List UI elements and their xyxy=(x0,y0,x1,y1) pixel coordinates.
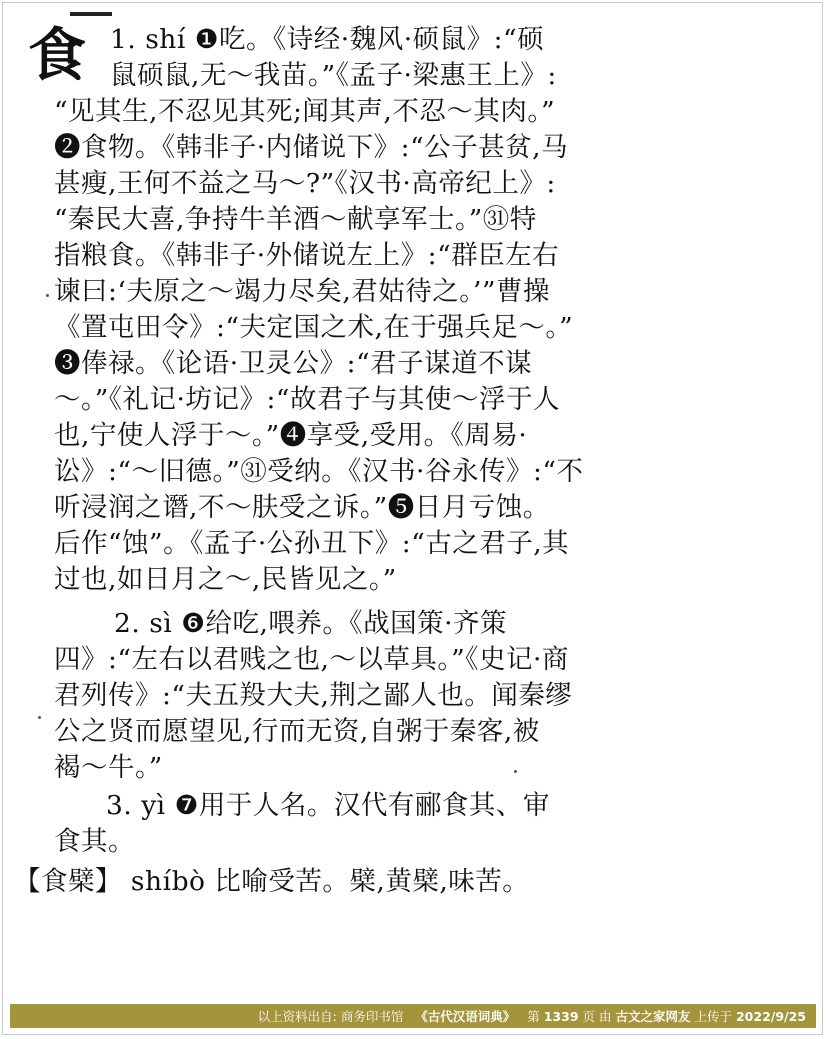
footer-page-label-pre: 第 xyxy=(527,1009,540,1024)
entry-line: 褐～牛。” xyxy=(54,752,163,783)
entry-line: 谏曰:‘夫原之～竭力尽矣,君姑待之。’”曹操 xyxy=(54,276,550,307)
compound-entry-line: 【食檗】 shíbò 比喻受苦。檗,黄檗,味苦。 xyxy=(14,866,530,897)
entry-line: 也,宁使人浮于～。”❹享受,受用。《周易· xyxy=(54,420,528,451)
entry-line: 四》:“左右以君贱之也,～以草具。”《史记·商 xyxy=(54,644,569,675)
entry-line: 2. sì ❻给吃,喂养。《战国策·齐策 xyxy=(114,608,508,639)
entry-line: 后作“蚀”。《孟子·公孙丑下》:“古之君子,其 xyxy=(54,528,570,559)
footer-upload-label: 上传于 xyxy=(694,1009,732,1024)
scan-speck xyxy=(46,294,49,297)
footer-publisher: 商务印书馆 xyxy=(340,1009,404,1024)
footer-uploader: 古文之家网友 xyxy=(615,1009,691,1024)
entry-line: 3. yì ❼用于人名。汉代有郦食其、审 xyxy=(106,790,550,821)
entry-line: “秦民大喜,争持牛羊酒～献享军士。”㉛特 xyxy=(54,204,537,235)
entry-line: “见其生,不忍见其死;闻其声,不忍～其肉。” xyxy=(54,96,556,127)
scan-speck xyxy=(514,770,517,773)
footer-page-number: 1339 xyxy=(543,1008,579,1024)
entry-line: 讼》:“～旧德。”㉛受纳。《汉书·谷永传》:“不 xyxy=(54,456,584,487)
headword: 食 xyxy=(28,21,87,89)
entry-line: 食其。 xyxy=(54,826,135,857)
entry-line: 《置屯田令》:“夫定国之术,在于强兵足～。” xyxy=(54,312,574,343)
entry-line: ❸俸禄。《论语·卫灵公》:“君子谋道不谋 xyxy=(54,348,533,379)
entry-line: 指粮食。《韩非子·外储说左上》:“群臣左右 xyxy=(54,240,560,271)
scan-speck xyxy=(38,716,41,719)
entry-line: 鼠硕鼠,无～我苗。”《孟子·梁惠王上》: xyxy=(110,60,557,91)
entry-line: 公之贤而愿望见,行而无资,自粥于秦客,被 xyxy=(54,716,540,747)
source-footer-bar xyxy=(10,1004,816,1028)
dictionary-scan xyxy=(14,4,634,904)
footer-prefix: 以上资料出自: xyxy=(257,1009,337,1024)
entry-line: ～。”《礼记·坊记》:“故君子与其使～浮于人 xyxy=(54,384,560,415)
footer-page-label-post: 页 由 xyxy=(582,1009,612,1024)
footer-date: 2022/9/25 xyxy=(735,1008,806,1024)
entry-line: 过也,如日月之～,民皆见之。” xyxy=(54,564,397,595)
scan-top-mark xyxy=(70,12,112,16)
entry-line: 甚瘦,王何不益之马～?”《汉书·高帝纪上》: xyxy=(54,168,556,199)
entry-line: ❷食物。《韩非子·内储说下》:“公子甚贫,马 xyxy=(54,132,569,163)
entry-line: 君列传》:“夫五羖大夫,荆之鄙人也。闻秦缪 xyxy=(54,680,573,711)
footer-book: 《古代汉语词典》 xyxy=(415,1009,516,1024)
entry-line: 听浸润之谮,不～肤受之诉。”❺日月亏蚀。 xyxy=(54,492,550,523)
entry-line: 1. shí ❶吃。《诗经·魏风·硕鼠》:“硕 xyxy=(110,24,545,55)
